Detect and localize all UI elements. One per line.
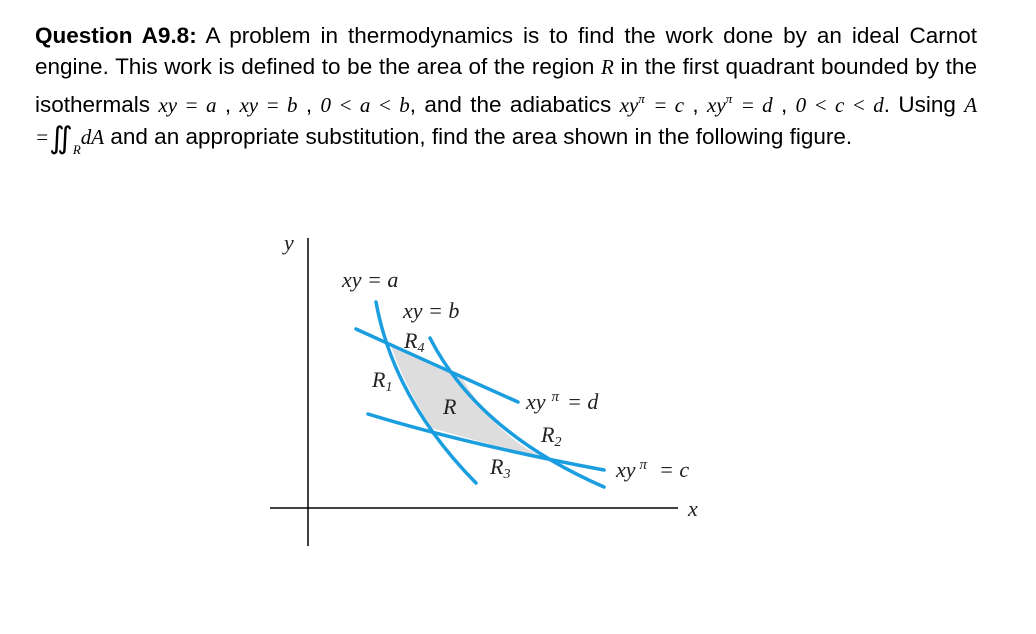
label-r3: R3 [490, 454, 511, 482]
question-label: Question A9.8: [35, 23, 197, 48]
region-symbol: R [601, 55, 614, 79]
question-using: . Using [883, 92, 956, 117]
question-and2: and an appropriate substitution, find the area shown in the following figure. [110, 124, 853, 149]
label-r2: R2 [541, 422, 562, 450]
adiabatic-c-pi: π [638, 91, 645, 106]
adiabatic-d-pi: π [725, 91, 733, 106]
question-line2: in the first quadrant bounded by the isothermals [35, 54, 977, 117]
adiabatic-d-lhs: xy [707, 93, 726, 117]
question-and1: , and the adiabatics [409, 92, 612, 117]
label-isotherm-b: xy = b [403, 298, 460, 323]
integral-subscript: R [72, 142, 81, 157]
y-axis-label: y [284, 230, 294, 255]
isotherm-condition: 0 < a < b [320, 93, 410, 117]
label-adiabatic-c: xy $^\pi$ = c [616, 457, 690, 482]
label-isotherm-a: xy = a [342, 267, 399, 292]
double-integral-symbol: ∬ [49, 122, 73, 155]
question-text: Question A9.8: A problem in thermodynamics is to find the work done by an ideal Carnot engine. This work is defined to be the area of the region R in the first quadrant bounded by the isothermals xy = a , xy = b , 0 < a < b, and the adiabatics $xy^\pi = c$ , $xy^\pi = d$ , 0 < c < d. Using $A =∬_RdA$ and an appropriate substitution, find the area shown in the following figure. [35, 23, 978, 157]
formula-lhs: A = [35, 93, 978, 149]
label-r4: R4 [404, 328, 425, 356]
question-intro: A problem in thermodynamics is to find the work done by an ideal Carnot engine. This work is defined to be the area of the region [35, 23, 977, 79]
adiabatic-condition: 0 < c < d [795, 93, 884, 117]
adiabatic-c-rhs: = c [653, 93, 685, 117]
label-r1: R1 [372, 367, 393, 395]
adiabatic-d-rhs: = d [740, 93, 773, 117]
adiabatic-c-lhs: xy [619, 93, 639, 117]
label-region-r: R [443, 394, 457, 419]
adiabatic-line: $xy^\pi = c$ , $xy^\pi = d$ , 0 < c < d. Using $A =∬_RdA$ [35, 91, 978, 157]
formula-da: dA [80, 125, 105, 149]
label-adiabatic-d: xy $^\pi$ = d [526, 389, 599, 414]
x-axis-label: x [688, 496, 698, 521]
isotherm-b: xy = b [239, 93, 298, 117]
isotherm-a: xy = a [158, 93, 217, 117]
